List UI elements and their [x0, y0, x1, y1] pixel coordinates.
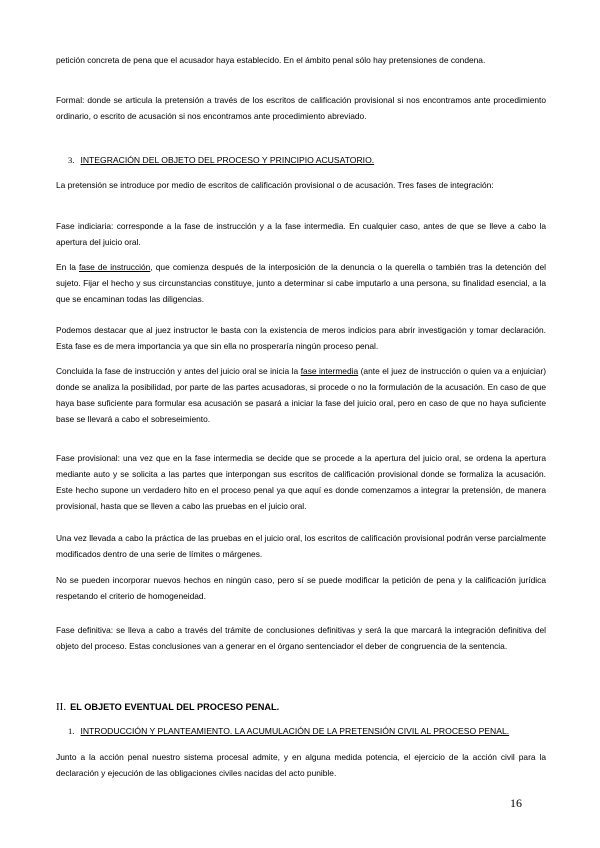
- underlined-term-fase-intermedia: fase intermedia: [300, 366, 359, 376]
- page-number: 16: [510, 796, 522, 810]
- section-II-heading: [56, 699, 279, 715]
- text-run: Concluida la fase de instrucción y antes del juicio oral se inicia la: [56, 366, 301, 376]
- text-run: En la: [56, 262, 79, 272]
- text-run: , que comienza después de la interposición de la denuncia o la querella o también tras la detención del sujeto. Fijar el hecho y sus circunstancias constituye, junto a determinar si cabe imputarlo a una persona, su finalidad esencial, a la que se encaminan todas las diligencias.: [56, 262, 546, 304]
- paragraph-juez-instructor: Podemos destacar que al juez instructor le basta con la existencia de meros indicios para abrir investigación y tomar declaración. Esta fase es de mera importancia ya que sin ella no prosperaría ningún proceso penal.: [56, 325, 546, 351]
- paragraph-fase-definitiva: Fase definitiva: se lleva a cabo a través del trámite de conclusiones definitivas y será la que marcará la integración definitiva del objeto del proceso. Estas conclusiones van a generar en el órgano sentenciador el deber de congruencia de la sentencia.: [56, 625, 546, 651]
- paragraph-pretension-condena: petición concreta de pena que el acusador haya establecido. En el ámbito penal sólo hay pretensiones de condena.: [56, 55, 486, 65]
- section-II-title: EL OBJETO EVENTUAL DEL PROCESO PENAL.: [70, 702, 280, 712]
- section-3-title: INTEGRACIÓN DEL OBJETO DEL PROCESO Y PRINCIPIO ACUSATORIO.: [80, 155, 375, 165]
- section-1-number: 1.: [68, 726, 75, 736]
- paragraph-accion-civil: Junto a la acción penal nuestro sistema procesal admite, y en alguna medida potencia, el ejercicio de la acción civil para la declaración y ejecución de las obligaciones civiles nacidas del acto punible.: [56, 752, 546, 778]
- paragraph-integracion-intro: La pretensión se introduce por medio de escritos de calificación provisional o de acusación. Tres fases de integración:: [56, 180, 494, 190]
- section-1-heading: [68, 723, 509, 739]
- section-II-number: II.: [56, 701, 67, 713]
- underlined-term-fase-instruccion: fase de instrucción: [78, 262, 151, 272]
- paragraph-fase-intermedia: [56, 363, 546, 427]
- paragraph-nuevos-hechos: No se pueden incorporar nuevos hechos en ningún caso, pero sí se puede modificar la petición de pena y la calificación jurídica respetando el criterio de homogeneidad.: [56, 575, 546, 601]
- paragraph-formal: Formal: donde se articula la pretensión a través de los escritos de calificación provisional si nos encontramos ante procedimiento ordinario, o escrito de acusación si nos encontramos ante procedimiento abreviado.: [56, 95, 546, 121]
- paragraph-fase-indiciaria: Fase indiciaria: corresponde a la fase de instrucción y a la fase intermedia. En cualquier caso, antes de que se lleve a cabo la apertura del juicio oral.: [56, 221, 546, 247]
- paragraph-practica-pruebas: Una vez llevada a cabo la práctica de las pruebas en el juicio oral, los escritos de calificación provisional podrán verse parcialmente modificados dentro de una serie de límites o márgenes.: [56, 533, 546, 559]
- section-3-heading: [68, 152, 374, 168]
- paragraph-fase-instruccion: [56, 259, 546, 307]
- section-1-title: INTRODUCCIÓN Y PLANTEAMIENTO. LA ACUMULACIÓN DE LA PRETENSIÓN CIVIL AL PROCESO PENAL.: [80, 726, 510, 736]
- text-run: (ante el juez de instrucción o quien va a enjuiciar) donde se analiza la posibilidad, por parte de las partes acusadoras, si procede o no la formulación de la acusación. En caso de que haya base suficiente para formular esa acusación se pasará a iniciar la fase del juicio oral, pero en caso de que no haya suficiente base se llevará a cabo el sobreseimiento.: [56, 366, 547, 424]
- section-3-number: 3.: [68, 155, 75, 165]
- paragraph-fase-provisional: Fase provisional: una vez que en la fase intermedia se decide que se procede a la apertura del juicio oral, se ordena la apertura mediante auto y se solicita a las partes que interpongan sus escritos de calificación provisional donde se formaliza la acusación. Este hecho supone un verdadero hito en el proceso penal ya que aquí es donde comenzamos a integrar la pretensión, de manera provisional, hasta que se lleven a cabo las pruebas en el juicio oral.: [56, 453, 546, 511]
